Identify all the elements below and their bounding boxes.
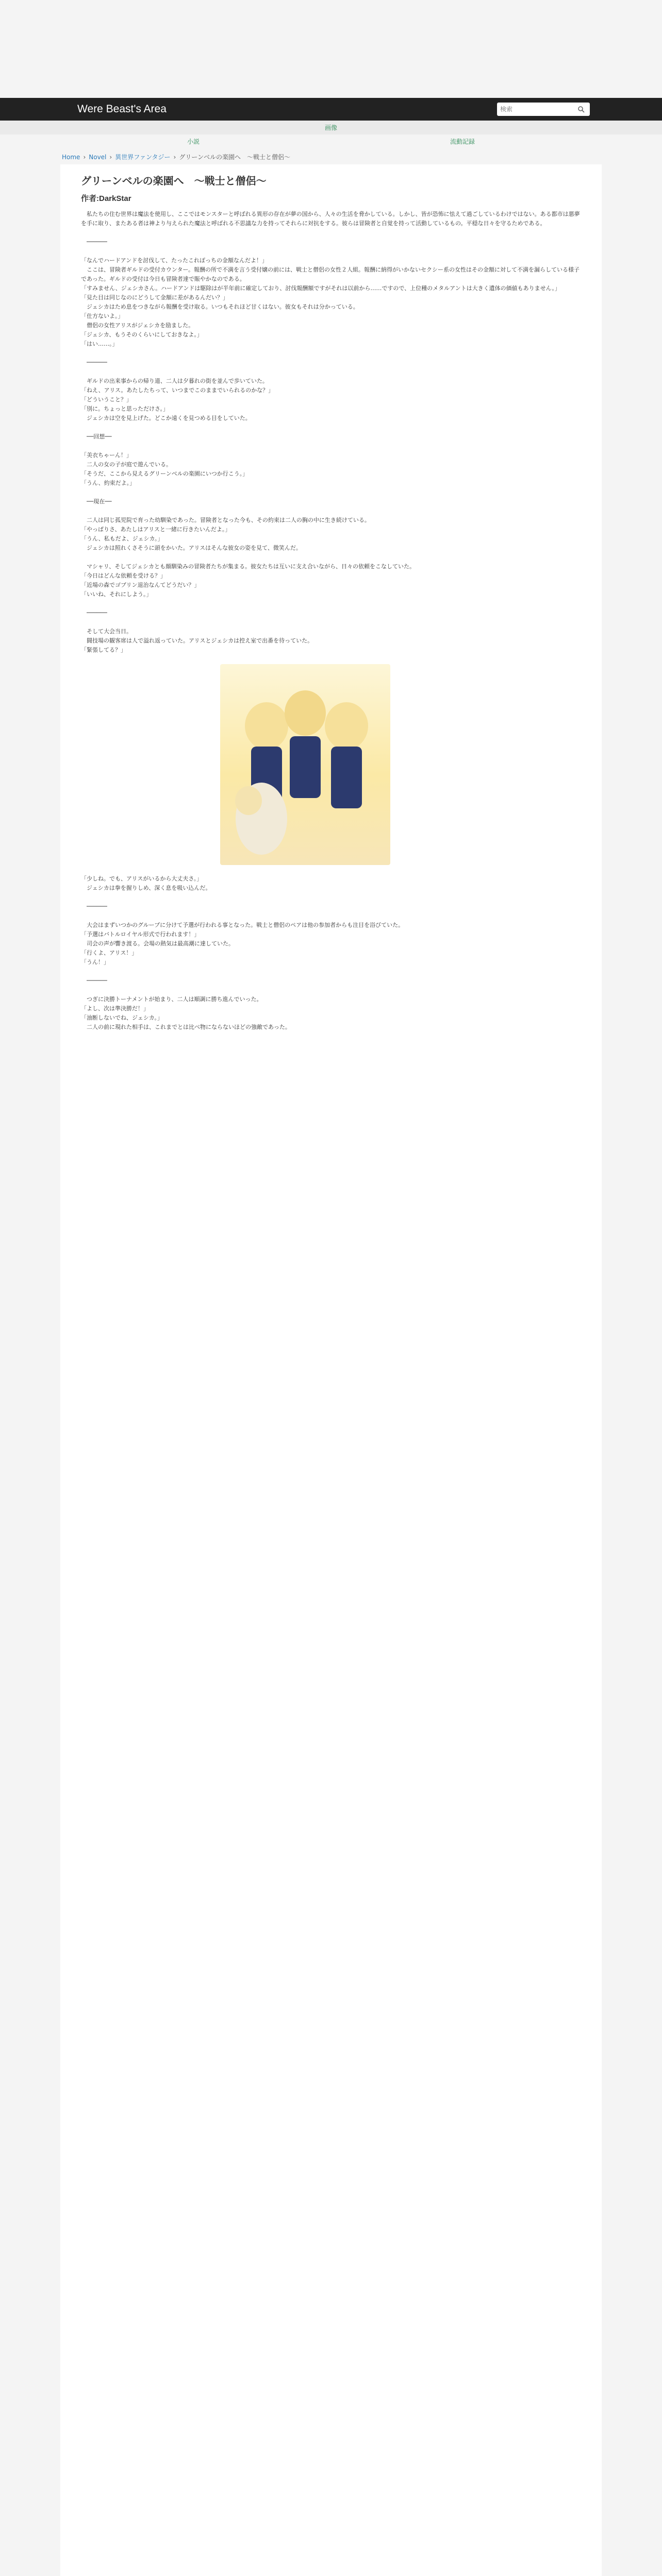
section-separator: ──回想── <box>81 433 112 440</box>
story-paragraph: 「やっぱりさ、あたしはアリスと一緒に行きたいんだよ。」 <box>81 526 231 533</box>
story-paragraph: 「行くよ、アリス！」 <box>81 950 138 956</box>
story-paragraph: 「そうだ、ここから見えるグリーンベルの楽園にいつか行こう。」 <box>81 470 249 477</box>
story-paragraph: 大会はまずいつかのグループに分けて予選が行われる事となった。戦士と僧侶のペアは他の参加者からも注目を浴びていた。 <box>81 922 404 928</box>
nav-row-1 <box>0 121 662 134</box>
section-separator: ──現在── <box>81 498 112 505</box>
story-paragraph <box>81 442 581 451</box>
story-paragraph: 「油断しないでね、ジェシカ。」 <box>81 1014 163 1021</box>
page-title: グリーンベルの楽園へ 〜戦士と僧侶〜 <box>81 176 267 187</box>
story-paragraph: 「少しね。でも、アリスがいるから大丈夫さ。」 <box>81 875 203 882</box>
nav-link-flow-log[interactable]: 流動記録 <box>450 138 475 145</box>
story-paragraph: そして大会当日。 <box>81 628 132 635</box>
story-paragraph: 「緊張してる？」 <box>81 647 126 653</box>
story-paragraph: 闘技場の観客席は人で溢れ返っていた。アリスとジェシカは控え室で出番を待っていた。 <box>81 637 313 644</box>
story-paragraph: 僧侶の女性アリスがジェシカを励ました。 <box>81 322 194 329</box>
search-icon[interactable] <box>577 106 585 113</box>
story-paragraph: ギルドの出来事からの帰り道、二人は夕暮れの街を並んで歩いていた。 <box>81 378 268 384</box>
breadcrumb: Home › Novel › 異世界ファンタジー › グリーンベルの楽園へ 〜戦士と僧侶〜 <box>62 153 291 161</box>
story-paragraph: ジェシカはため息をつきながら報酬を受け取る。いつもそれほど甘くはない。彼女もそれは分かっている。 <box>81 303 359 310</box>
story-paragraph <box>81 228 581 238</box>
story-paragraph <box>81 599 581 608</box>
site-title[interactable]: Were Beast's Area <box>77 103 167 115</box>
story-body <box>81 210 581 1032</box>
search-box[interactable] <box>497 103 590 116</box>
story-paragraph <box>81 986 581 995</box>
story-paragraph: 司会の声が響き渡る。会場の熱気は最高潮に達していた。 <box>81 940 234 947</box>
story-paragraph: ここは、冒険者ギルドの受付カウンター。報酬の所で不満を言う受付嬢の前には、戦士と僧侶の女性２人組。報酬に納得がいかないセクシー系の女性はその金額に対して不満を漏らしている様子であった。ギルドの受付は今日も冒険者達で賑やかなのである。 <box>81 266 580 282</box>
story-paragraph: ジェシカは照れくさそうに頭をかいた。アリスはそんな彼女の姿を見て、微笑んだ。 <box>81 545 302 551</box>
story-paragraph: 「うん、私もだよ、ジェシカ。」 <box>81 535 163 542</box>
nav-row-2 <box>0 134 662 148</box>
story-paragraph <box>81 618 581 627</box>
story-paragraph: 「別に。ちょっと思っただけさ。」 <box>81 405 169 412</box>
story-paragraph: 「うん、約束だよ。」 <box>81 480 136 486</box>
breadcrumb-home[interactable]: Home <box>62 153 80 161</box>
story-paragraph: 私たちの住む世界は魔法を使用し、ここではモンスターと呼ばれる異形の存在が夢の国から、人々の生活を脅かしている。しかし、皆が恐怖に怯えて過ごしているわけではない。ある都市は悪夢を手に取り、またある者は神より与えられた魔法と呼ばれる不思議な力を持ってそれらに対抗をする。彼らは冒険者と自覚を持って活動しているもの。平穏な日々を守るためである。 <box>81 211 580 227</box>
story-paragraph: ジェシカは空を見上げた。どこか遠くを見つめる目をしていた。 <box>81 415 251 421</box>
site-header <box>0 98 662 121</box>
author-line: 作者:DarkStar <box>81 194 131 203</box>
story-paragraph: ジェシカは拳を握りしめ、深く息を吸い込んだ。 <box>81 885 211 891</box>
story-paragraph: 「うん！」 <box>81 959 109 965</box>
story-paragraph: 「今日はどんな依頼を受ける？」 <box>81 572 166 579</box>
search-input[interactable] <box>500 106 577 113</box>
story-paragraph: 二人の前に現れた相手は、これまでとは比べ物にならないほどの強敵であった。 <box>81 1024 291 1030</box>
breadcrumb-category[interactable]: 異世界ファンタジー <box>115 154 171 161</box>
section-separator: ────── <box>81 359 107 366</box>
story-paragraph: 「美衣ちゃーん！」 <box>81 452 132 459</box>
top-spacer <box>0 0 662 98</box>
story-illustration <box>220 664 390 865</box>
story-paragraph <box>81 553 581 562</box>
story-paragraph: 「なんでハードアンドを討伐して、たったこれぽっちの金額なんだよ！」 <box>81 257 268 264</box>
section-separator: ────── <box>81 609 107 616</box>
story-paragraph: 「近場の森でゴブリン退治なんてどうだい？」 <box>81 582 200 588</box>
story-paragraph: 「いいね、それにしよう。」 <box>81 591 152 598</box>
section-separator: ────── <box>81 977 107 984</box>
story-paragraph: 「よし、次は準決勝だ！」 <box>81 1005 149 1012</box>
story-paragraph <box>81 893 581 902</box>
story-paragraph: つぎに決勝トーナメントが始まり、二人は順調に勝ち進んでいった。 <box>81 996 262 1003</box>
story-paragraph <box>81 488 581 497</box>
breadcrumb-novel[interactable]: Novel <box>89 153 107 161</box>
story-paragraph <box>81 506 581 516</box>
story-paragraph: 二人の女の子が庭で遊んでいる。 <box>81 461 172 468</box>
nav-link-novel[interactable]: 小説 <box>187 138 200 145</box>
breadcrumb-current: グリーンベルの楽園へ 〜戦士と僧侶〜 <box>179 154 291 161</box>
story-paragraph: 「予選はバトルロイヤル形式で行われます！」 <box>81 931 200 938</box>
story-content <box>60 164 602 2576</box>
story-paragraph <box>81 349 581 358</box>
story-paragraph: 「すみません、ジェシカさん。ハードアンドは駆除はが半年前に確定しており、討伐報酬額ですがそれは以前から……ですので、上位種のメタルアントは大きく遺体の価値もありません。」 <box>81 285 560 292</box>
section-separator: ────── <box>81 903 107 910</box>
story-paragraph: 「はい……。」 <box>81 341 118 347</box>
story-paragraph: 「仕方ないよ。」 <box>81 313 124 319</box>
nav-link-images[interactable]: 画像 <box>324 124 337 131</box>
story-paragraph: 「ねえ、アリス。あたしたちって、いつまでこのままでいられるのかな？」 <box>81 387 274 394</box>
story-paragraph <box>81 911 581 921</box>
story-paragraph: 「どういうこと？」 <box>81 396 132 403</box>
story-paragraph: マシャリ、そしてジェシカとも顔馴染みの冒険者たちが集まる。彼女たちは互いに支え合いながら、日々の依頼をこなしていた。 <box>81 563 416 570</box>
story-paragraph: 二人は同じ孤児院で育った幼馴染であった。冒険者となった今も、その約束は二人の胸の中に生き続けている。 <box>81 517 370 523</box>
story-paragraph: 「見た目は同じなのにどうして金額に差があるんだい？」 <box>81 294 228 301</box>
story-paragraph <box>81 967 581 976</box>
main-nav <box>0 121 662 149</box>
story-paragraph: 「ジェシカ、もうそのくらいにしておきなよ。」 <box>81 331 203 338</box>
story-paragraph <box>81 367 581 377</box>
section-separator: ────── <box>81 239 107 245</box>
story-paragraph <box>81 423 581 432</box>
story-paragraph <box>81 247 581 256</box>
